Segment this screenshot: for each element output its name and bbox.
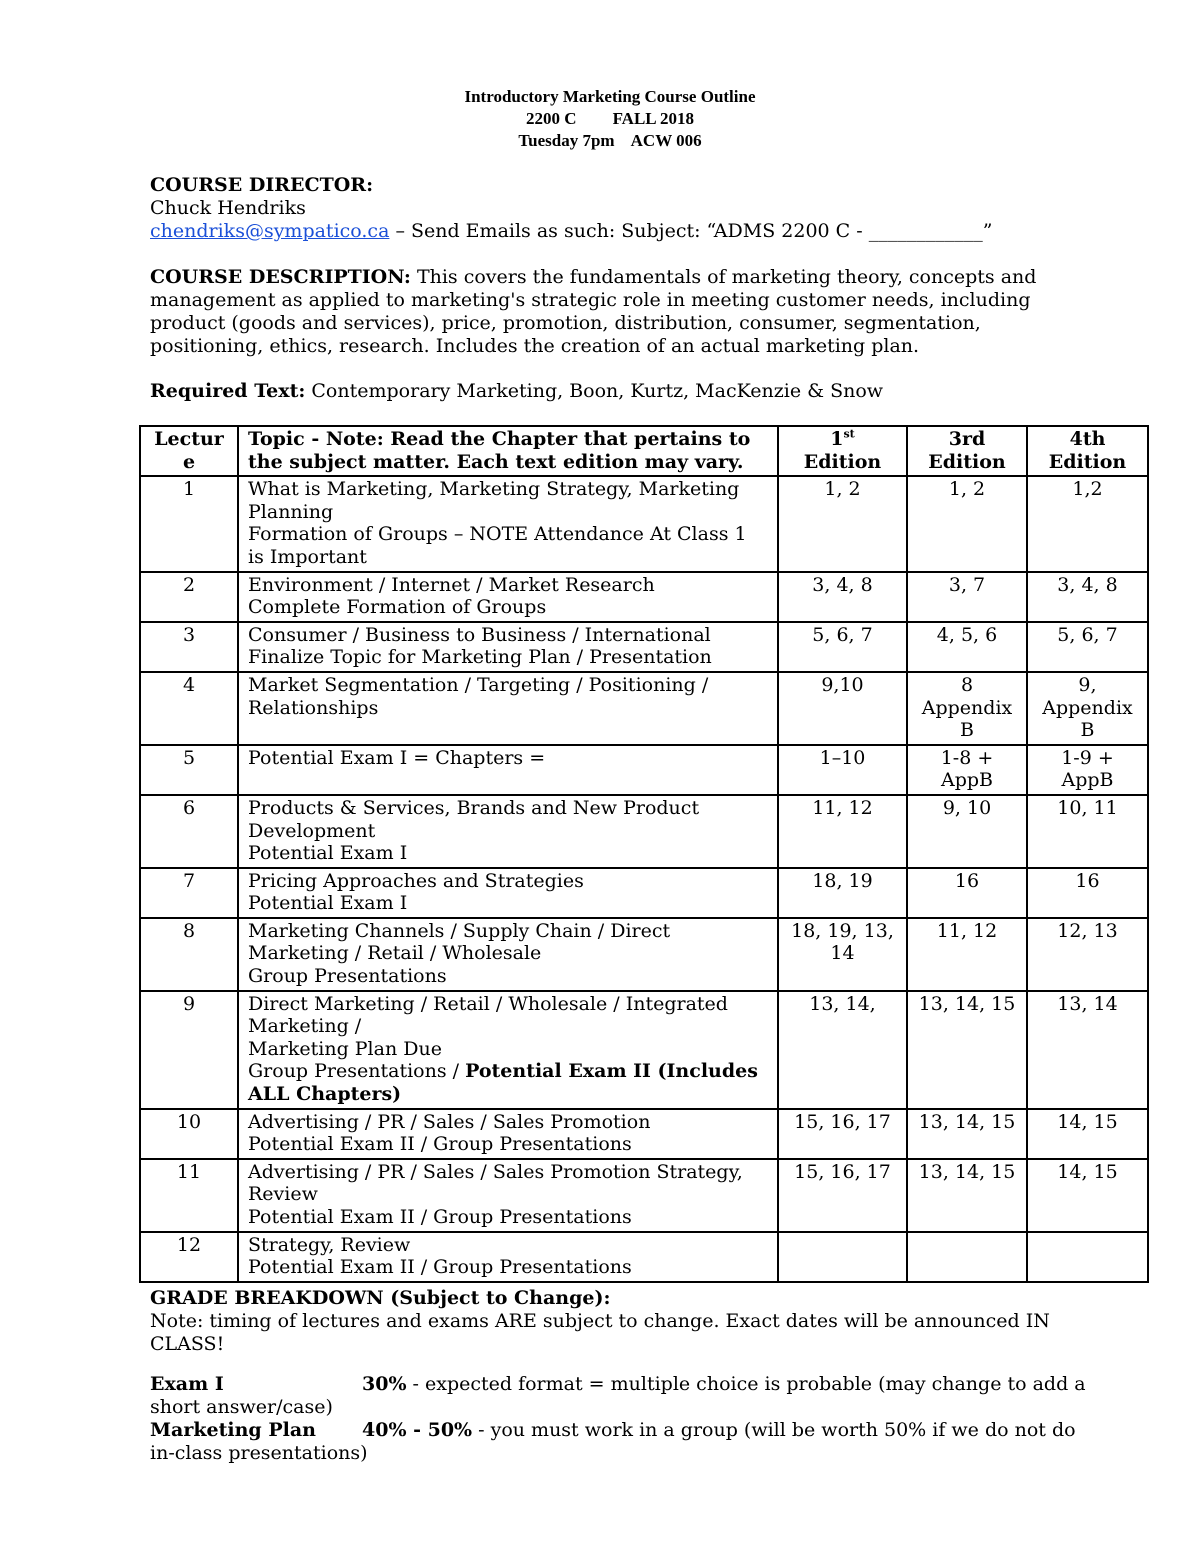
topic-line: Marketing Channels / Supply Chain / Direct Marketing / Retail / Wholesale <box>248 919 671 965</box>
grade-exam-1 <box>150 1373 1090 1419</box>
grade-marketing-plan <box>150 1419 1090 1465</box>
lecture-schedule-table <box>139 425 1149 1283</box>
topic-line: What is Marketing, Marketing Strategy, Marketing Planning <box>248 478 740 523</box>
chapters-ed3: 11, 12 <box>907 918 1027 991</box>
chapters-ed3: 3, 7 <box>907 572 1027 622</box>
chapters-ed3: 16 <box>907 868 1027 918</box>
lecture-topic <box>238 868 778 918</box>
chapters-ed1: 3, 4, 8 <box>778 572 907 622</box>
lecture-number: 1 <box>140 476 238 571</box>
topic-line-plain: Group Presentations / <box>248 1060 466 1083</box>
header-1st-edition: 1st Edition <box>778 426 907 476</box>
topic-line: Consumer / Business to Business / International <box>248 623 711 646</box>
chapters-ed1 <box>778 1232 907 1282</box>
required-text <box>150 380 1070 403</box>
grade-note: Note: timing of lectures and exams ARE subject to change. Exact dates will be announced IN CLASS! <box>150 1310 1050 1355</box>
lecture-topic <box>238 1232 778 1282</box>
chapters-ed4: 3, 4, 8 <box>1027 572 1148 622</box>
marketing-plan-description: - you must work in a group (will be worth 50% if we do not do in-class presentations) <box>150 1419 1076 1464</box>
table-row <box>140 572 1148 622</box>
table-row <box>140 622 1148 672</box>
chapters-ed3: 13, 14, 15 <box>907 991 1027 1109</box>
required-text-value: Contemporary Marketing, Boon, Kurtz, MacKenzie & Snow <box>305 380 884 402</box>
topic-line: Potential Exam II / Group Presentations <box>248 1206 632 1228</box>
course-director-heading: COURSE DIRECTOR: <box>150 174 374 196</box>
lecture-topic <box>238 622 778 672</box>
chapters-ed4: 9, Appendix B <box>1027 672 1148 745</box>
chapters-ed4 <box>1027 1232 1148 1282</box>
chapters-ed3 <box>907 1232 1027 1282</box>
lecture-topic <box>238 745 778 795</box>
table-row <box>140 991 1148 1109</box>
topic-line: Potential Exam II / Group Presentations <box>248 1133 632 1156</box>
chapters-ed1: 1, 2 <box>778 476 907 571</box>
course-code: 2200 C <box>526 109 577 128</box>
topic-line: Direct Marketing / Retail / Wholesale / Integrated Marketing / <box>248 992 728 1038</box>
lecture-topic <box>238 795 778 868</box>
lecture-number: 7 <box>140 868 238 918</box>
lecture-number: 6 <box>140 795 238 868</box>
chapters-ed1: 18, 19 <box>778 868 907 918</box>
lecture-number: 8 <box>140 918 238 991</box>
table-body <box>140 476 1148 1282</box>
lecture-number: 11 <box>140 1159 238 1232</box>
topic-line: Market Segmentation / Targeting / Positioning / Relationships <box>248 673 709 719</box>
course-code-term <box>0 108 1200 130</box>
lecture-number: 4 <box>140 672 238 745</box>
course-description <box>150 266 1070 358</box>
table-row <box>140 868 1148 918</box>
table-row <box>140 918 1148 991</box>
director-contact <box>150 220 1070 243</box>
course-title: Introductory Marketing Course Outline <box>464 87 756 106</box>
topic-line: Potential Exam I <box>248 842 408 865</box>
course-description-text: This covers the fundamentals of marketing theory, concepts and management as applied to marketing's strategic role in meeting customer needs, including product (goods and services), price, promotion, distribution, consumer, segmentation, positioning, ethics, research. Includes the creation of an actual marketing plan. <box>150 266 1037 357</box>
chapters-ed4: 14, 15 <box>1027 1109 1148 1159</box>
table-header-row <box>140 426 1148 476</box>
lecture-topic <box>238 672 778 745</box>
table-row <box>140 1159 1148 1232</box>
chapters-ed1: 11, 12 <box>778 795 907 868</box>
chapters-ed4: 14, 15 <box>1027 1159 1148 1232</box>
topic-line: Advertising / PR / Sales / Sales Promotion <box>248 1110 651 1133</box>
lecture-number: 9 <box>140 991 238 1109</box>
chapters-ed3: 13, 14, 15 <box>907 1159 1027 1232</box>
chapters-ed4: 10, 11 <box>1027 795 1148 868</box>
marketing-plan-weight: 40% - 50% <box>362 1419 473 1441</box>
exam-1-description: - expected format = multiple choice is probable (may change to add a short answer/case) <box>150 1373 1086 1418</box>
lecture-number: 12 <box>140 1232 238 1282</box>
chapters-ed4: 1-9 + AppB <box>1027 745 1148 795</box>
chapters-ed4: 12, 13 <box>1027 918 1148 991</box>
table-row <box>140 672 1148 745</box>
header-3rd-edition: 3rd Edition <box>907 426 1027 476</box>
course-term: FALL 2018 <box>612 109 694 128</box>
marketing-plan-label: Marketing Plan <box>150 1419 316 1441</box>
topic-line: Advertising / PR / Sales / Sales Promotion Strategy, Review <box>248 1160 743 1206</box>
chapters-ed3: 4, 5, 6 <box>907 622 1027 672</box>
grade-breakdown <box>150 1287 1090 1356</box>
chapters-ed3: 1-8 + AppB <box>907 745 1027 795</box>
chapters-ed1: 1–10 <box>778 745 907 795</box>
lecture-topic <box>238 991 778 1109</box>
table-row <box>140 1109 1148 1159</box>
course-schedule: Tuesday 7pm ACW 006 <box>518 131 702 150</box>
chapters-ed4: 16 <box>1027 868 1148 918</box>
required-text-label: Required Text: <box>150 380 306 402</box>
exam-1-weight: 30% <box>362 1373 407 1395</box>
chapters-ed1: 9,10 <box>778 672 907 745</box>
chapters-ed1: 15, 16, 17 <box>778 1159 907 1232</box>
topic-line: Environment / Internet / Market Research <box>248 573 655 596</box>
grade-breakdown-heading: GRADE BREAKDOWN (Subject to Change): <box>150 1287 611 1309</box>
topic-line: Potential Exam I = Chapters = <box>248 746 546 769</box>
table-row <box>140 795 1148 868</box>
topic-line: Pricing Approaches and Strategies <box>248 869 584 892</box>
exam-1-label: Exam I <box>150 1373 224 1395</box>
lecture-topic <box>238 1159 778 1232</box>
topic-line: Formation of Groups – NOTE Attendance At Class 1 is Important <box>248 523 747 568</box>
topic-line-bold: Potential Exam II (Includes ALL Chapters) <box>248 1060 758 1106</box>
course-description-heading: COURSE DESCRIPTION: <box>150 266 411 288</box>
course-director-section <box>150 174 1070 243</box>
chapters-ed3: 13, 14, 15 <box>907 1109 1027 1159</box>
header-4th-edition: 4th Edition <box>1027 426 1148 476</box>
lecture-number: 3 <box>140 622 238 672</box>
lecture-number: 10 <box>140 1109 238 1159</box>
topic-line: Potential Exam I <box>248 892 408 915</box>
director-email-link[interactable]: chendriks@sympatico.ca <box>150 220 390 242</box>
topic-line <box>248 1060 768 1105</box>
topic-line: Potential Exam II / Group Presentations <box>248 1256 632 1279</box>
chapters-ed1: 15, 16, 17 <box>778 1109 907 1159</box>
email-instructions: – Send Emails as such: Subject: “ADMS 2200 C - ____________” <box>389 220 993 242</box>
topic-line: Complete Formation of Groups <box>248 596 547 619</box>
lecture-number: 2 <box>140 572 238 622</box>
table-row <box>140 745 1148 795</box>
chapters-ed1: 13, 14, <box>778 991 907 1109</box>
chapters-ed3: 8 Appendix B <box>907 672 1027 745</box>
chapters-ed1: 18, 19, 13, 14 <box>778 918 907 991</box>
chapters-ed3: 1, 2 <box>907 476 1027 571</box>
lecture-number: 5 <box>140 745 238 795</box>
header-lecture: Lectur e <box>140 426 238 476</box>
chapters-ed3: 9, 10 <box>907 795 1027 868</box>
lecture-topic <box>238 918 778 991</box>
chapters-ed4: 5, 6, 7 <box>1027 622 1148 672</box>
director-name: Chuck Hendriks <box>150 197 306 219</box>
table-row <box>140 1232 1148 1282</box>
lecture-topic <box>238 572 778 622</box>
chapters-ed1: 5, 6, 7 <box>778 622 907 672</box>
topic-line: Marketing Plan Due <box>248 1037 442 1060</box>
table-row <box>140 476 1148 571</box>
chapters-ed4: 13, 14 <box>1027 991 1148 1109</box>
topic-line: Products & Services, Brands and New Product Development <box>248 796 700 842</box>
lecture-topic <box>238 476 778 571</box>
chapters-ed4: 1,2 <box>1027 476 1148 571</box>
topic-line: Group Presentations <box>248 965 447 988</box>
document-header <box>0 86 1200 152</box>
header-topic: Topic - Note: Read the Chapter that pertains to the subject matter. Each text edition may vary. <box>238 426 778 476</box>
topic-line: Strategy, Review <box>248 1233 411 1256</box>
lecture-topic <box>238 1109 778 1159</box>
topic-line: Finalize Topic for Marketing Plan / Presentation <box>248 646 712 669</box>
